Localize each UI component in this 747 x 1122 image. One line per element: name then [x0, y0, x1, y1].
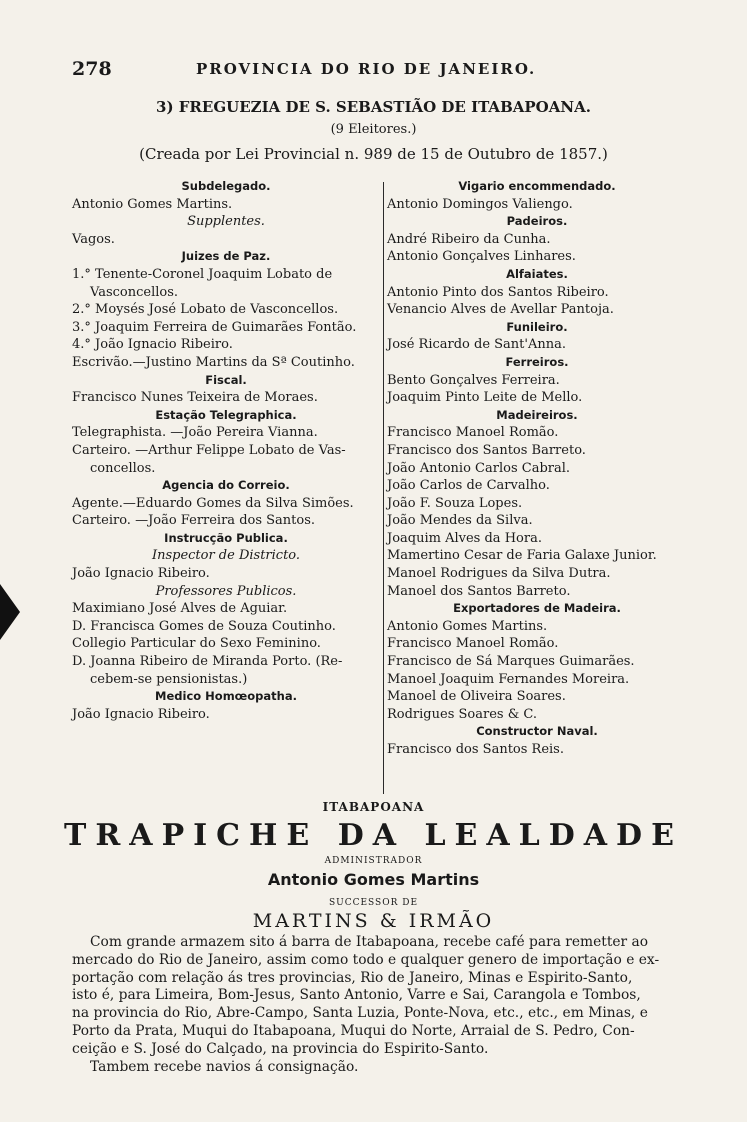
- advert-administrator: Antonio Gomes Martins: [267, 870, 480, 889]
- column-heading: Inspector de Districto.: [151, 548, 301, 564]
- column-entry: João Mendes da Silva.: [387, 513, 533, 529]
- left-column: [72, 178, 380, 723]
- running-title: PROVINCIA DO RIO DE JANEIRO.: [196, 60, 537, 78]
- column-entry: Francisco Manoel Romão.: [387, 425, 559, 441]
- column-entry: Escrivão.—Justino Martins da Sª Coutinho.: [72, 354, 355, 370]
- column-entry: João Carlos de Carvalho.: [387, 478, 550, 494]
- column-entry: Telegraphista. —João Pereira Vianna.: [72, 425, 318, 441]
- column-entry: Mamertino Cesar de Faria Galaxe Junior.: [387, 548, 657, 564]
- column-heading: Padeiros.: [506, 214, 568, 229]
- column-entry: Francisco Manoel Romão.: [387, 636, 559, 652]
- column-entry: Antonio Gomes Martins.: [72, 196, 233, 212]
- column-entry: Bento Gonçalves Ferreira.: [387, 372, 560, 388]
- column-heading: Agencia do Correio.: [162, 478, 290, 493]
- electors-count: (9 Eleitores.): [330, 122, 417, 137]
- advert-line: isto é, para Limeira, Bom-Jesus, Santo Antonio, Varre e Sai, Carangola e Tombos,: [72, 987, 641, 1004]
- column-heading: Alfaiates.: [506, 266, 568, 281]
- column-heading: Instrucção Publica.: [164, 530, 288, 545]
- column-entry: Vasconcellos.: [90, 284, 179, 300]
- advert-successor: MARTINS & IRMÃO: [252, 910, 495, 932]
- column-heading: Medico Homœopatha.: [155, 689, 297, 704]
- advert-successor-label: SUCCESSOR DE: [328, 898, 419, 908]
- section-title: 3) FREGUEZIA DE S. SEBASTIÃO DE ITABAPOANA.: [156, 98, 591, 116]
- column-entry: João Antonio Carlos Cabral.: [387, 460, 571, 476]
- column-heading: Subdelegado.: [181, 179, 271, 193]
- column-heading: Exportadores de Madeira.: [453, 601, 621, 616]
- advert-business-name: TRAPICHE DA LEALDADE: [64, 818, 683, 853]
- column-entry: Vagos.: [72, 231, 115, 247]
- advert-paragraph: [72, 934, 698, 1076]
- column-entry: Antonio Pinto dos Santos Ribeiro.: [387, 284, 609, 300]
- advert-line: Porto da Prata, Muqui do Itabapoana, Muqui do Norte, Arraial de S. Pedro, Con-: [72, 1022, 635, 1039]
- column-heading: Supplentes.: [187, 214, 265, 230]
- column-entry: Maximiano José Alves de Aguiar.: [72, 601, 288, 617]
- column-entry: Joaquim Pinto Leite de Mello.: [387, 390, 583, 406]
- column-entry: Agente.—Eduardo Gomes da Silva Simões.: [72, 495, 354, 511]
- column-divider: [383, 182, 384, 794]
- column-entry: Manoel Rodrigues da Silva Dutra.: [387, 566, 611, 582]
- column-entry: Antonio Domingos Valiengo.: [387, 196, 573, 212]
- column-entry: 1.° Tenente-Coronel Joaquim Lobato de: [72, 266, 333, 282]
- advert-place: ITABAPOANA: [322, 800, 425, 814]
- column-entry: André Ribeiro da Cunha.: [387, 231, 551, 247]
- column-entry: Joaquim Alves da Hora.: [387, 530, 542, 546]
- column-entry: D. Francisca Gomes de Souza Coutinho.: [72, 618, 336, 634]
- advert-line: ceição e S. José do Calçado, na provincia do Espirito-Santo.: [72, 1040, 489, 1057]
- column-heading: Ferreiros.: [505, 354, 569, 369]
- margin-mark: [0, 584, 20, 640]
- column-heading: Constructor Naval.: [476, 724, 598, 739]
- advert-line: Com grande armazem sito á barra de Itabapoana, recebe café para remetter ao: [90, 934, 649, 950]
- column-entry: Francisco de Sá Marques Guimarães.: [387, 654, 635, 670]
- right-column: [387, 178, 687, 759]
- advert-line: Tambem recebe navios á consignação.: [90, 1058, 359, 1075]
- column-entry: João Ignacio Ribeiro.: [72, 706, 210, 722]
- column-entry: Manoel Joaquim Fernandes Moreira.: [387, 671, 630, 687]
- column-heading: Vigario encommendado.: [458, 179, 616, 193]
- column-entry: Francisco dos Santos Reis.: [387, 742, 564, 757]
- column-entry: concellos.: [90, 460, 156, 476]
- column-entry: João F. Souza Lopes.: [387, 495, 523, 511]
- column-entry: Francisco dos Santos Barreto.: [387, 442, 586, 458]
- column-entry: Carteiro. —João Ferreira dos Santos.: [72, 513, 316, 529]
- column-entry: 2.° Moysés José Lobato de Vasconcellos.: [72, 302, 339, 318]
- column-entry: cebem-se pensionistas.): [90, 671, 248, 687]
- column-entry: Collegio Particular do Sexo Feminino.: [72, 636, 321, 652]
- advert-line: mercado do Rio de Janeiro, assim como todo e qualquer genero de importação e ex-: [72, 951, 660, 968]
- column-entry: Francisco Nunes Teixeira de Moraes.: [72, 390, 318, 406]
- advert-line: na provincia do Rio, Abre-Campo, Santa Luzia, Ponte-Nova, etc., etc., em Minas, e: [72, 1005, 648, 1022]
- column-heading: Madeireiros.: [496, 407, 578, 422]
- column-heading: Juizes de Paz.: [181, 249, 271, 264]
- column-entry: D. Joanna Ribeiro de Miranda Porto. (Re-: [72, 654, 343, 670]
- column-entry: Antonio Gomes Martins.: [387, 618, 548, 634]
- advert-role: ADMINISTRADOR: [324, 856, 423, 866]
- column-entry: Rodrigues Soares & C.: [387, 706, 538, 722]
- column-entry: João Ignacio Ribeiro.: [72, 566, 210, 582]
- column-entry: Manoel dos Santos Barreto.: [387, 583, 571, 599]
- creation-note: (Creada por Lei Provincial n. 989 de 15 de Outubro de 1857.): [139, 145, 608, 163]
- column-heading: Estação Telegraphica.: [155, 407, 297, 422]
- page-number: 278: [72, 58, 112, 80]
- column-heading: Fiscal.: [205, 372, 247, 387]
- column-entry: 4.° João Ignacio Ribeiro.: [72, 337, 233, 353]
- column-entry: Carteiro. —Arthur Felippe Lobato de Vas-: [72, 442, 346, 458]
- advert-line: portação com relação ás tres provincias, Rio de Janeiro, Minas e Espirito-Santo,: [72, 969, 633, 986]
- column-entry: José Ricardo de Sant'Anna.: [387, 337, 566, 353]
- column-entry: Manoel de Oliveira Soares.: [387, 689, 566, 705]
- column-entry: Antonio Gonçalves Linhares.: [387, 249, 576, 265]
- column-heading: Funileiro.: [506, 319, 568, 334]
- column-heading: Professores Publicos.: [155, 583, 297, 599]
- column-entry: 3.° Joaquim Ferreira de Guimarães Fontão.: [72, 319, 357, 335]
- column-entry: Venancio Alves de Avellar Pantoja.: [387, 302, 614, 318]
